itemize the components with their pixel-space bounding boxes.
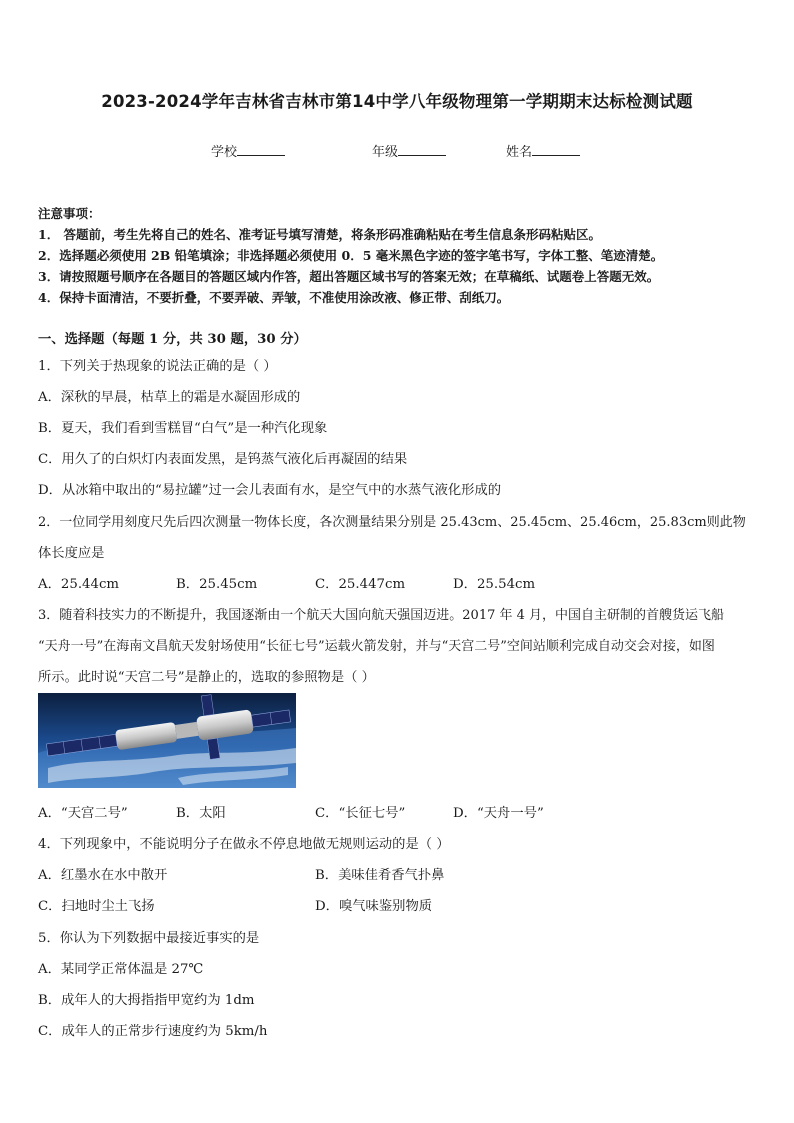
question-stem: 2．一位同学用刻度尺先后四次测量一物体长度，各次测量结果分别是 25.43cm、25.45cm、25.46cm，25.83cm则此物 — [38, 515, 746, 530]
option[interactable]: A．红墨水在水中散开 — [38, 868, 168, 883]
option[interactable]: C．用久了的白炽灯内表面发黑，是钨蒸气液化后再凝固的结果 — [38, 452, 408, 467]
option[interactable]: A．25.44cm — [38, 577, 120, 592]
option[interactable]: C．成年人的正常步行速度约为 5km/h — [38, 1024, 268, 1039]
option[interactable]: C．扫地时尘土飞扬 — [38, 899, 155, 914]
note-item: 2．选择题必须使用 2B 铅笔填涂；非选择题必须使用 0．5 毫米黑色字迹的签字笔书写，字体工整、笔迹清楚。 — [38, 248, 664, 263]
school-label: 学校 — [211, 145, 238, 160]
question-stem-cont: 所示。此时说“天宫二号”是静止的，选取的参照物是（ ） — [38, 670, 375, 685]
option[interactable]: D．25.54cm — [453, 577, 536, 592]
option[interactable]: B．成年人的大拇指指甲宽约为 1dm — [38, 993, 255, 1008]
option[interactable]: B．夏天，我们看到雪糕冒“白气”是一种汽化现象 — [38, 421, 328, 436]
note-item: 3．请按照题号顺序在各题目的答题区域内作答，超出答题区域书写的答案无效；在草稿纸、试题卷上答题无效。 — [38, 269, 660, 284]
option[interactable]: D．从冰箱中取出的“易拉罐”过一会儿表面有水，是空气中的水蒸气液化形成的 — [38, 483, 502, 498]
option[interactable]: D．嗅气味鉴别物质 — [315, 899, 433, 914]
notes-heading: 注意事项： — [38, 206, 101, 221]
option[interactable]: B．美味佳肴香气扑鼻 — [315, 868, 445, 883]
option[interactable]: B．25.45cm — [176, 577, 258, 592]
option[interactable]: C．“长征七号” — [315, 806, 406, 821]
note-item: 4．保持卡面清洁，不要折叠，不要弄破、弄皱，不准使用涂改液、修正带、刮纸刀。 — [38, 290, 510, 305]
question-stem: 5．你认为下列数据中最接近事实的是 — [38, 931, 260, 946]
school-blank[interactable] — [237, 143, 285, 156]
question-stem: 3．随着科技实力的不断提升，我国逐渐由一个航天大国向航天强国迈进。2017 年 4 月，中国自主研制的首艘货运飞船 — [38, 608, 725, 623]
grade-blank[interactable] — [398, 143, 446, 156]
option[interactable]: A．深秋的早晨，枯草上的霜是水凝固形成的 — [38, 390, 301, 405]
page-title: 2023-2024学年吉林省吉林市第14中学八年级物理第一学期期末达标检测试题 — [101, 92, 693, 111]
name-field[interactable] — [506, 141, 580, 160]
question-stem: 4．下列现象中，不能说明分子在做永不停息地做无规则运动的是（ ） — [38, 837, 450, 852]
section-heading: 一、选择题（每题 1 分，共 30 题，30 分） — [38, 332, 307, 347]
question-stem-cont: “天舟一号”在海南文昌航天发射场使用“长征七号”运载火箭发射，并与“天宫二号”空间站顺利完成自动交会对接，如图 — [38, 639, 715, 654]
question-stem-cont: 体长度应是 — [38, 546, 105, 561]
option[interactable]: A．“天宫二号” — [38, 806, 128, 821]
option[interactable]: D．“天舟一号” — [453, 806, 544, 821]
option[interactable]: C．25.447cm — [315, 577, 406, 592]
question-stem: 1．下列关于热现象的说法正确的是（ ） — [38, 359, 277, 374]
note-item: 1． 答题前，考生先将自己的姓名、准考证号填写清楚，将条形码准确粘贴在考生信息条形码粘贴区。 — [38, 227, 602, 242]
name-blank[interactable] — [532, 143, 580, 156]
school-field[interactable] — [211, 141, 285, 160]
grade-label: 年级 — [372, 145, 399, 160]
grade-field[interactable] — [372, 141, 446, 160]
name-label: 姓名 — [506, 145, 533, 160]
space-station-image — [38, 693, 296, 788]
option[interactable]: A．某同学正常体温是 27℃ — [38, 962, 204, 977]
option[interactable]: B．太阳 — [176, 806, 226, 821]
